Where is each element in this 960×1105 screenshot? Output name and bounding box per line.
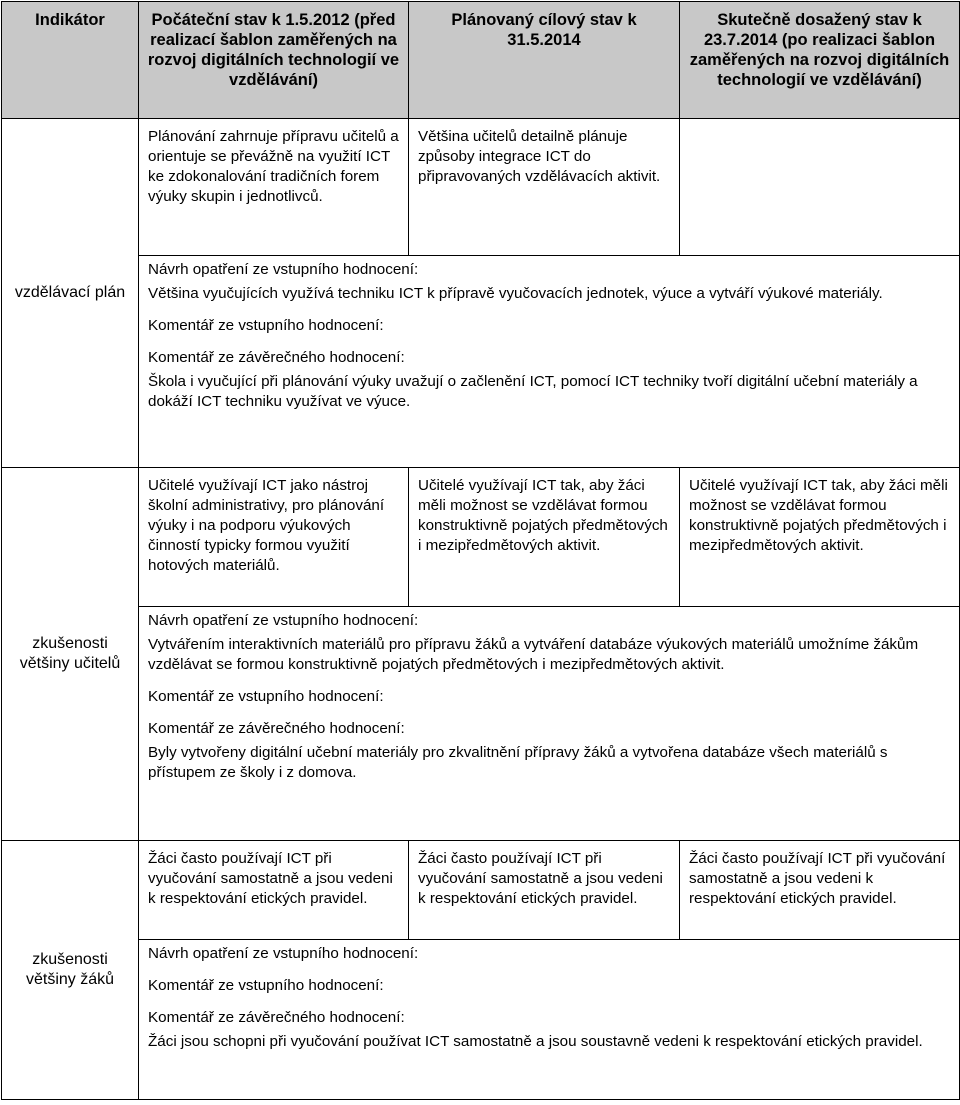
achieved-state-cell: Žáci často používají ICT při vyučování samostatně a jsou vedeni k respektování etických pravidel. bbox=[680, 841, 960, 940]
proposal-label: Návrh opatření ze vstupního hodnocení: bbox=[148, 612, 419, 629]
final-comment-label: Komentář ze závěrečného hodnocení: bbox=[148, 1009, 405, 1026]
header-planned-state: Plánovaný cílový stav k 31.5.2014 bbox=[409, 2, 680, 119]
achieved-state-cell: Učitelé využívají ICT tak, aby žáci měli možnost se vzdělávat formou konstruktivně pojatých předmětových i mezipředmětových aktivit. bbox=[680, 468, 960, 607]
planned-state-cell: Žáci často používají ICT při vyučování samostatně a jsou vedeni k respektování etických pravidel. bbox=[409, 841, 680, 940]
final-comment-label: Komentář ze závěrečného hodnocení: bbox=[148, 720, 405, 737]
table-row bbox=[2, 468, 960, 607]
header-initial-state: Počáteční stav k 1.5.2012 (před realizací šablon zaměřených na rozvoj digitálních technologií ve vzdělávání) bbox=[139, 2, 409, 119]
table-row-comments bbox=[2, 940, 960, 1100]
initial-state-cell: Učitelé využívají ICT jako nástroj školní administrativy, pro plánování výuky i na podporu výukových činností typicky formou využití hotových materiálů. bbox=[139, 468, 409, 607]
table-row-comments bbox=[2, 607, 960, 841]
evaluation-table bbox=[1, 1, 960, 1100]
table-row bbox=[2, 119, 960, 256]
final-comment-text: Škola i vyučující při plánování výuky uvažují o začlenění ICT, pomocí ICT techniky tvoří digitální učební materiály a dokáží ICT techniku využívat ve výuce. bbox=[148, 373, 918, 410]
header-indicator: Indikátor bbox=[2, 2, 139, 119]
achieved-state-cell bbox=[680, 119, 960, 256]
planned-state-cell: Většina učitelů detailně plánuje způsoby integrace ICT do připravovaných vzdělávacích aktivit. bbox=[409, 119, 680, 256]
header-row bbox=[2, 2, 960, 119]
comments-cell bbox=[139, 940, 960, 1100]
entry-comment-label: Komentář ze vstupního hodnocení: bbox=[148, 977, 384, 994]
table-row bbox=[2, 841, 960, 940]
final-comment-text: Žáci jsou schopni při vyučování používat ICT samostatně a jsou soustavně vedeni k respektování etických pravidel. bbox=[148, 1033, 923, 1050]
header-achieved-state: Skutečně dosažený stav k 23.7.2014 (po realizaci šablon zaměřených na rozvoj digitálních technologií ve vzdělávání) bbox=[680, 2, 960, 119]
initial-state-cell: Žáci často používají ICT při vyučování samostatně a jsou vedeni k respektování etických pravidel. bbox=[139, 841, 409, 940]
proposal-text: Většina vyučujících využívá techniku ICT k přípravě vyučovacích jednotek, výuce a vytváří výukové materiály. bbox=[148, 285, 883, 302]
comments-cell bbox=[139, 607, 960, 841]
indicator-label: zkušenosti většiny žáků bbox=[2, 841, 139, 1100]
proposal-label: Návrh opatření ze vstupního hodnocení: bbox=[148, 261, 419, 278]
comments-cell bbox=[139, 256, 960, 468]
initial-state-cell: Plánování zahrnuje přípravu učitelů a orientuje se převážně na využití ICT ke zdokonalování tradičních forem výuky skupin i jednotlivců. bbox=[139, 119, 409, 256]
proposal-text: Vytvářením interaktivních materiálů pro přípravu žáků a vytváření databáze výukových materiálů umožníme žákům vzdělávat se formou konstruktivně pojatých předmětových i mezipředmětových aktivit. bbox=[148, 636, 919, 673]
entry-comment-label: Komentář ze vstupního hodnocení: bbox=[148, 317, 384, 334]
final-comment-text: Byly vytvořeny digitální učební materiály pro zkvalitnění přípravy žáků a vytvořena databáze všech materiálů s přístupem ze školy i z domova. bbox=[148, 744, 888, 781]
indicator-label: vzdělávací plán bbox=[2, 119, 139, 468]
indicator-label: zkušenosti většiny učitelů bbox=[2, 468, 139, 841]
table-row-comments bbox=[2, 256, 960, 468]
planned-state-cell: Učitelé využívají ICT tak, aby žáci měli možnost se vzdělávat formou konstruktivně pojatých předmětových i mezipředmětových aktivit. bbox=[409, 468, 680, 607]
final-comment-label: Komentář ze závěrečného hodnocení: bbox=[148, 349, 405, 366]
entry-comment-label: Komentář ze vstupního hodnocení: bbox=[148, 688, 384, 705]
proposal-label: Návrh opatření ze vstupního hodnocení: bbox=[148, 945, 419, 962]
